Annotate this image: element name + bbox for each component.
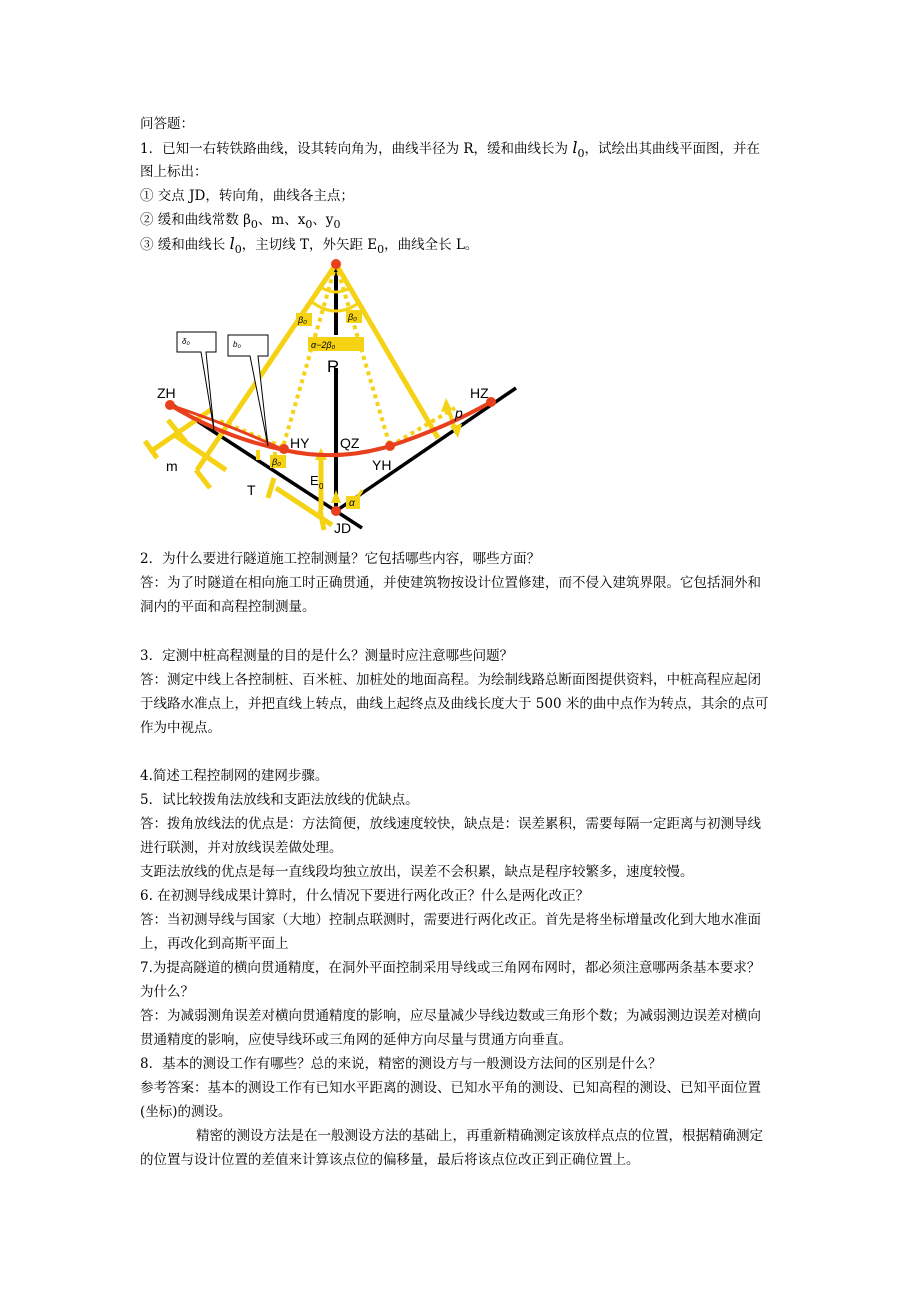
q5-answer-2: 进行联测，并对放线误差做处理。 — [140, 840, 343, 856]
q8-question: 8．基本的测设工作有哪些？总的来说，精密的测设方与一般测设方法间的区别是什么？ — [140, 1056, 662, 1072]
t-label: T — [247, 482, 256, 498]
q5-question: 5．试比较拨角法放线和支距法放线的优缺点。 — [140, 792, 419, 808]
q7-question-1: 7.为提高隧道的横向贯通精度，在洞外平面控制采用导线或三角网布网时，都必须注意哪两条基本要求？ — [140, 960, 761, 976]
q1-item2-b: 、m、x — [257, 212, 306, 228]
e0-arrow-down — [331, 490, 341, 503]
q3-answer-3: 作为中视点。 — [140, 720, 221, 736]
q1-item3-a: ③ 缓和曲线长 — [140, 237, 230, 253]
m-tick-2 — [196, 470, 210, 488]
p-arrow-up — [441, 398, 452, 412]
q1-item2-sub1: 0 — [250, 218, 258, 231]
q1-item1: ① 交点 JD，转向角，曲线各主点； — [140, 188, 354, 204]
q6-question: 6. 在初测导线成果计算时，什么情况下要进行两化改正？什么是两化改正？ — [140, 888, 590, 904]
q1-item3-b: ，主切线 T，外矢距 E — [241, 237, 378, 253]
section-header: 问答题： — [140, 116, 194, 132]
q8-answer-4: 的位置与设计位置的差值来计算该点位的偏移量，最后将该点位改正到正确位置上。 — [140, 1152, 640, 1168]
q1-item2-sub3: 0 — [333, 218, 341, 231]
r-label: R — [327, 357, 340, 376]
q1-item3-c: ，曲线全长 L。 — [384, 237, 479, 253]
q6-answer-2: 上，再改化到高斯平面上 — [140, 936, 289, 952]
zh-point — [165, 400, 175, 410]
q1-text-b: ，试绘出其曲线平面图，并在 — [584, 141, 760, 157]
q7-answer-2: 贯通精度的影响，应使导线环或三角网的延伸方向尽量与贯通方向垂直。 — [140, 1032, 572, 1048]
alpha-label: α — [349, 498, 355, 509]
yh-point — [385, 441, 395, 451]
curve-diagram — [0, 0, 920, 560]
yh-label: YH — [372, 457, 392, 473]
q4-question: 4.简述工程控制网的建网步骤。 — [140, 768, 329, 784]
q3-question: 3．定测中桩高程测量的目的是什么？测量时应注意哪些问题？ — [140, 648, 514, 664]
q3-answer-2: 于线路水准点上，并把直线上转点，曲线上起终点及曲线长度大于 500 米的曲中点作为转点，其余的点可 — [140, 696, 769, 712]
q1-item2-c: 、y — [312, 212, 334, 228]
q1-line2: 图上标出： — [140, 164, 208, 180]
q1-text-a: 1．已知一右转铁路曲线，设其转向角为，曲线半径为 R，缓和曲线长为 — [140, 141, 573, 157]
e0-label: E — [310, 473, 319, 488]
q2-answer-2: 洞内的平面和高程控制测量。 — [140, 599, 316, 615]
p-label: p — [455, 405, 463, 421]
q8-answer-2: (坐标)的测设。 — [140, 1104, 232, 1120]
jd-point — [331, 506, 341, 516]
q8-answer-3: 精密的测设方法是在一般测设方法的基础上，再重新精确测定该放样点点的位置，根据精确测定 — [196, 1128, 763, 1144]
delta-label: δ₀ — [182, 337, 190, 346]
q1-item2-sub2: 0 — [305, 218, 313, 231]
center-point — [331, 259, 341, 269]
t-tick-2 — [320, 510, 324, 530]
beta-left-label: β₀ — [298, 315, 307, 325]
q1-item2-a: ② 缓和曲线常数 β — [140, 212, 251, 228]
q1-item3-sub1: 0 — [234, 243, 242, 256]
hy-point — [279, 444, 289, 454]
jd-label: JD — [334, 520, 352, 536]
q3-answer-1: 答：测定中线上各控制桩、百米桩、加桩处的地面高程。为绘制线路总断面图提供资料，中桩高程应起闭 — [140, 672, 761, 688]
zh-label: ZH — [157, 385, 176, 401]
hz-label: HZ — [470, 385, 489, 401]
q2-question: 2．为什么要进行隧道施工控制测量？它包括哪些内容，哪些方面？ — [140, 551, 541, 567]
q1-item3-l0: l — [229, 234, 235, 253]
q7-question-2: 为什么？ — [140, 984, 194, 1000]
t-tick-1 — [268, 478, 274, 498]
e0-sub-label: 0 — [319, 482, 324, 491]
b0-label: b₀ — [233, 340, 241, 349]
q1-l0-symbol: l — [572, 138, 578, 157]
q7-answer-1: 答：为减弱测角误差对横向贯通精度的影响，应尽量减少导线边数或三角形个数；为减弱测边误差对横向 — [140, 1008, 761, 1024]
q1-item3-sub2: 0 — [377, 243, 385, 256]
q1-l0-sub: 0 — [577, 147, 585, 160]
q6-answer-1: 答：当初测导线与国家（大地）控制点联测时，需要进行两化改正。首先是将坐标增量改化到大地水准面 — [140, 912, 761, 928]
q8-answer-1: 参考答案：基本的测设工作有已知水平距离的测设、已知水平角的测设、已知高程的测设、已知平面位置 — [140, 1080, 761, 1096]
q2-answer-1: 答：为了时隧道在相向施工时正确贯通，并使建筑物按设计位置修建，而不侵入建筑界限。它包括洞外和 — [140, 575, 761, 591]
q5-answer-3: 支距法放线的优点是每一直线段均独立放出，误差不会积累，缺点是程序较繁多，速度较慢。 — [140, 864, 694, 880]
hy-label: HY — [290, 435, 310, 451]
beta-right-label: β₀ — [348, 312, 357, 322]
qz-label: QZ — [340, 435, 360, 451]
q5-answer-1: 答：拨角放线法的优点是：方法简便，放线速度较快，缺点是：误差累积，需要每隔一定距离与初测导线 — [140, 816, 761, 832]
beta-hy-label: β₀ — [272, 457, 281, 467]
m-label: m — [166, 458, 178, 474]
alpha-minus-label: α−2β₀ — [311, 340, 336, 350]
